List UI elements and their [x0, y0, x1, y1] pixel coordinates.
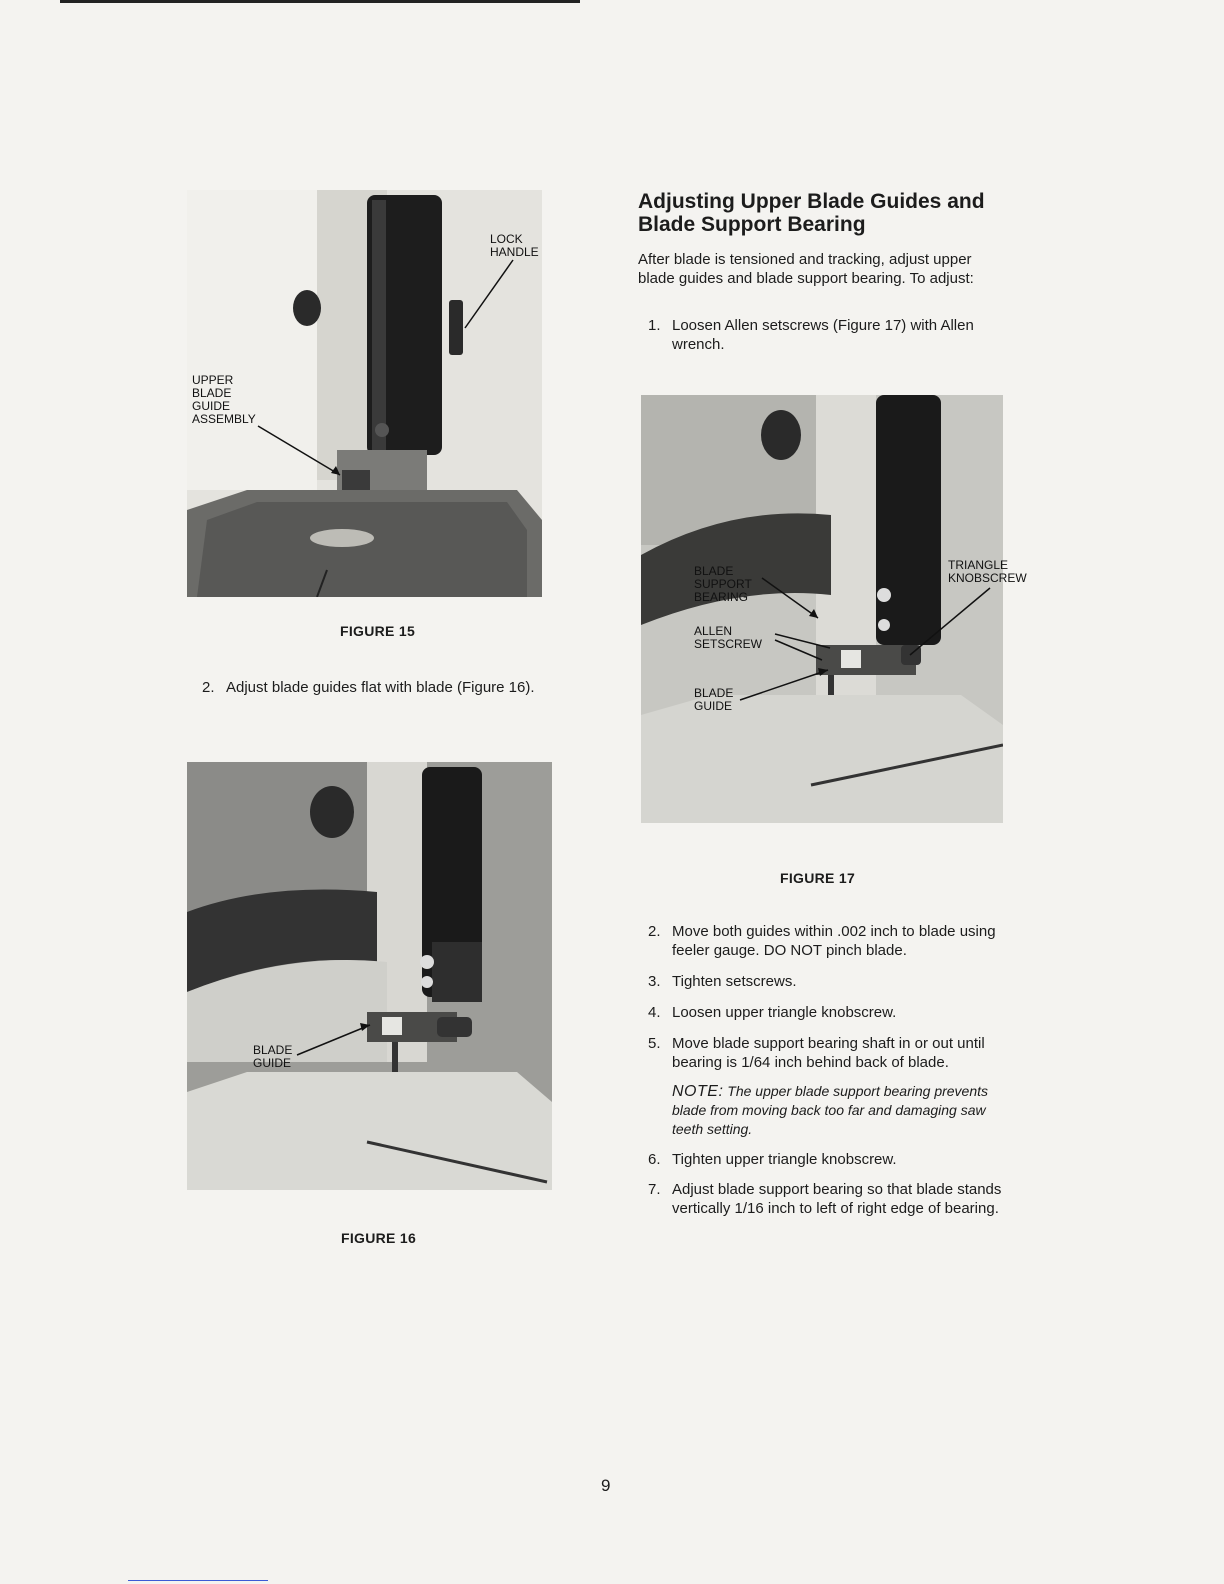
right-step-7: [648, 1180, 1008, 1218]
step-text: Tighten upper triangle knobscrew.: [672, 1151, 897, 1168]
callout-triangle-knobscrew: TRIANGLE KNOBSCREW: [948, 558, 1027, 585]
right-step-1: [648, 316, 1008, 354]
step-text: Adjust blade support bearing so that blade stands vertically 1/16 inch to left of right edge of bearing.: [672, 1181, 1002, 1217]
right-step-2: [648, 922, 1008, 960]
note-block: [672, 1082, 1008, 1139]
page-number: 9: [601, 1476, 611, 1495]
note-label: NOTE:: [672, 1083, 724, 1100]
step-number: 6.: [648, 1151, 661, 1168]
bottom-rule: [128, 1580, 268, 1581]
step-number: 1.: [648, 317, 661, 334]
step-number: 2.: [648, 923, 661, 940]
step-text: Adjust blade guides flat with blade (Figure 16).: [226, 679, 535, 696]
right-step-5: [648, 1034, 1008, 1072]
callout-blade-support-bearing: BLADE SUPPORT BEARING: [694, 564, 752, 604]
figure-17-photo: [641, 395, 1003, 823]
right-step-4: [648, 1003, 1008, 1022]
note-text: The upper blade support bearing prevents blade from moving back too far and damaging saw teeth setting.: [672, 1083, 989, 1137]
figure-16-caption: FIGURE 16: [341, 1230, 417, 1246]
figure-16-photo: [187, 762, 552, 1190]
step-text: Move both guides within .002 inch to blade using feeler gauge. DO NOT pinch blade.: [672, 923, 996, 959]
callout-lock-handle: LOCK HANDLE: [490, 232, 539, 259]
step-number: 4.: [648, 1004, 661, 1021]
top-rule: [60, 0, 580, 3]
step-text: Tighten setscrews.: [672, 973, 797, 990]
figure-17-caption: FIGURE 17: [780, 870, 856, 886]
left-step-2: [202, 678, 570, 697]
callout-blade-guide-fig16: BLADE GUIDE: [253, 1043, 293, 1070]
callout-upper-blade-guide-assembly: UPPER BLADE GUIDE ASSEMBLY: [192, 373, 256, 426]
step-text: Loosen upper triangle knobscrew.: [672, 1004, 897, 1021]
callout-allen-setscrew: ALLEN SETSCREW: [694, 624, 763, 651]
figure-15-caption: FIGURE 15: [340, 623, 416, 639]
callout-blade-guide-fig17: BLADE GUIDE: [694, 686, 734, 713]
right-step-3: [648, 972, 1008, 991]
right-step-6: [648, 1150, 1008, 1169]
step-number: 7.: [648, 1181, 661, 1198]
step-number: 5.: [648, 1035, 661, 1052]
intro-paragraph: After blade is tensioned and tracking, adjust upper blade guides and blade support bearing. To adjust:: [638, 251, 974, 287]
step-text: Move blade support bearing shaft in or out until bearing is 1/64 inch behind back of blade.: [672, 1035, 985, 1071]
step-number: 3.: [648, 973, 661, 990]
step-number: 2.: [202, 679, 215, 696]
step-text: Loosen Allen setscrews (Figure 17) with Allen wrench.: [672, 317, 974, 353]
section-heading: Adjusting Upper Blade Guides and Blade Support Bearing: [638, 190, 985, 236]
